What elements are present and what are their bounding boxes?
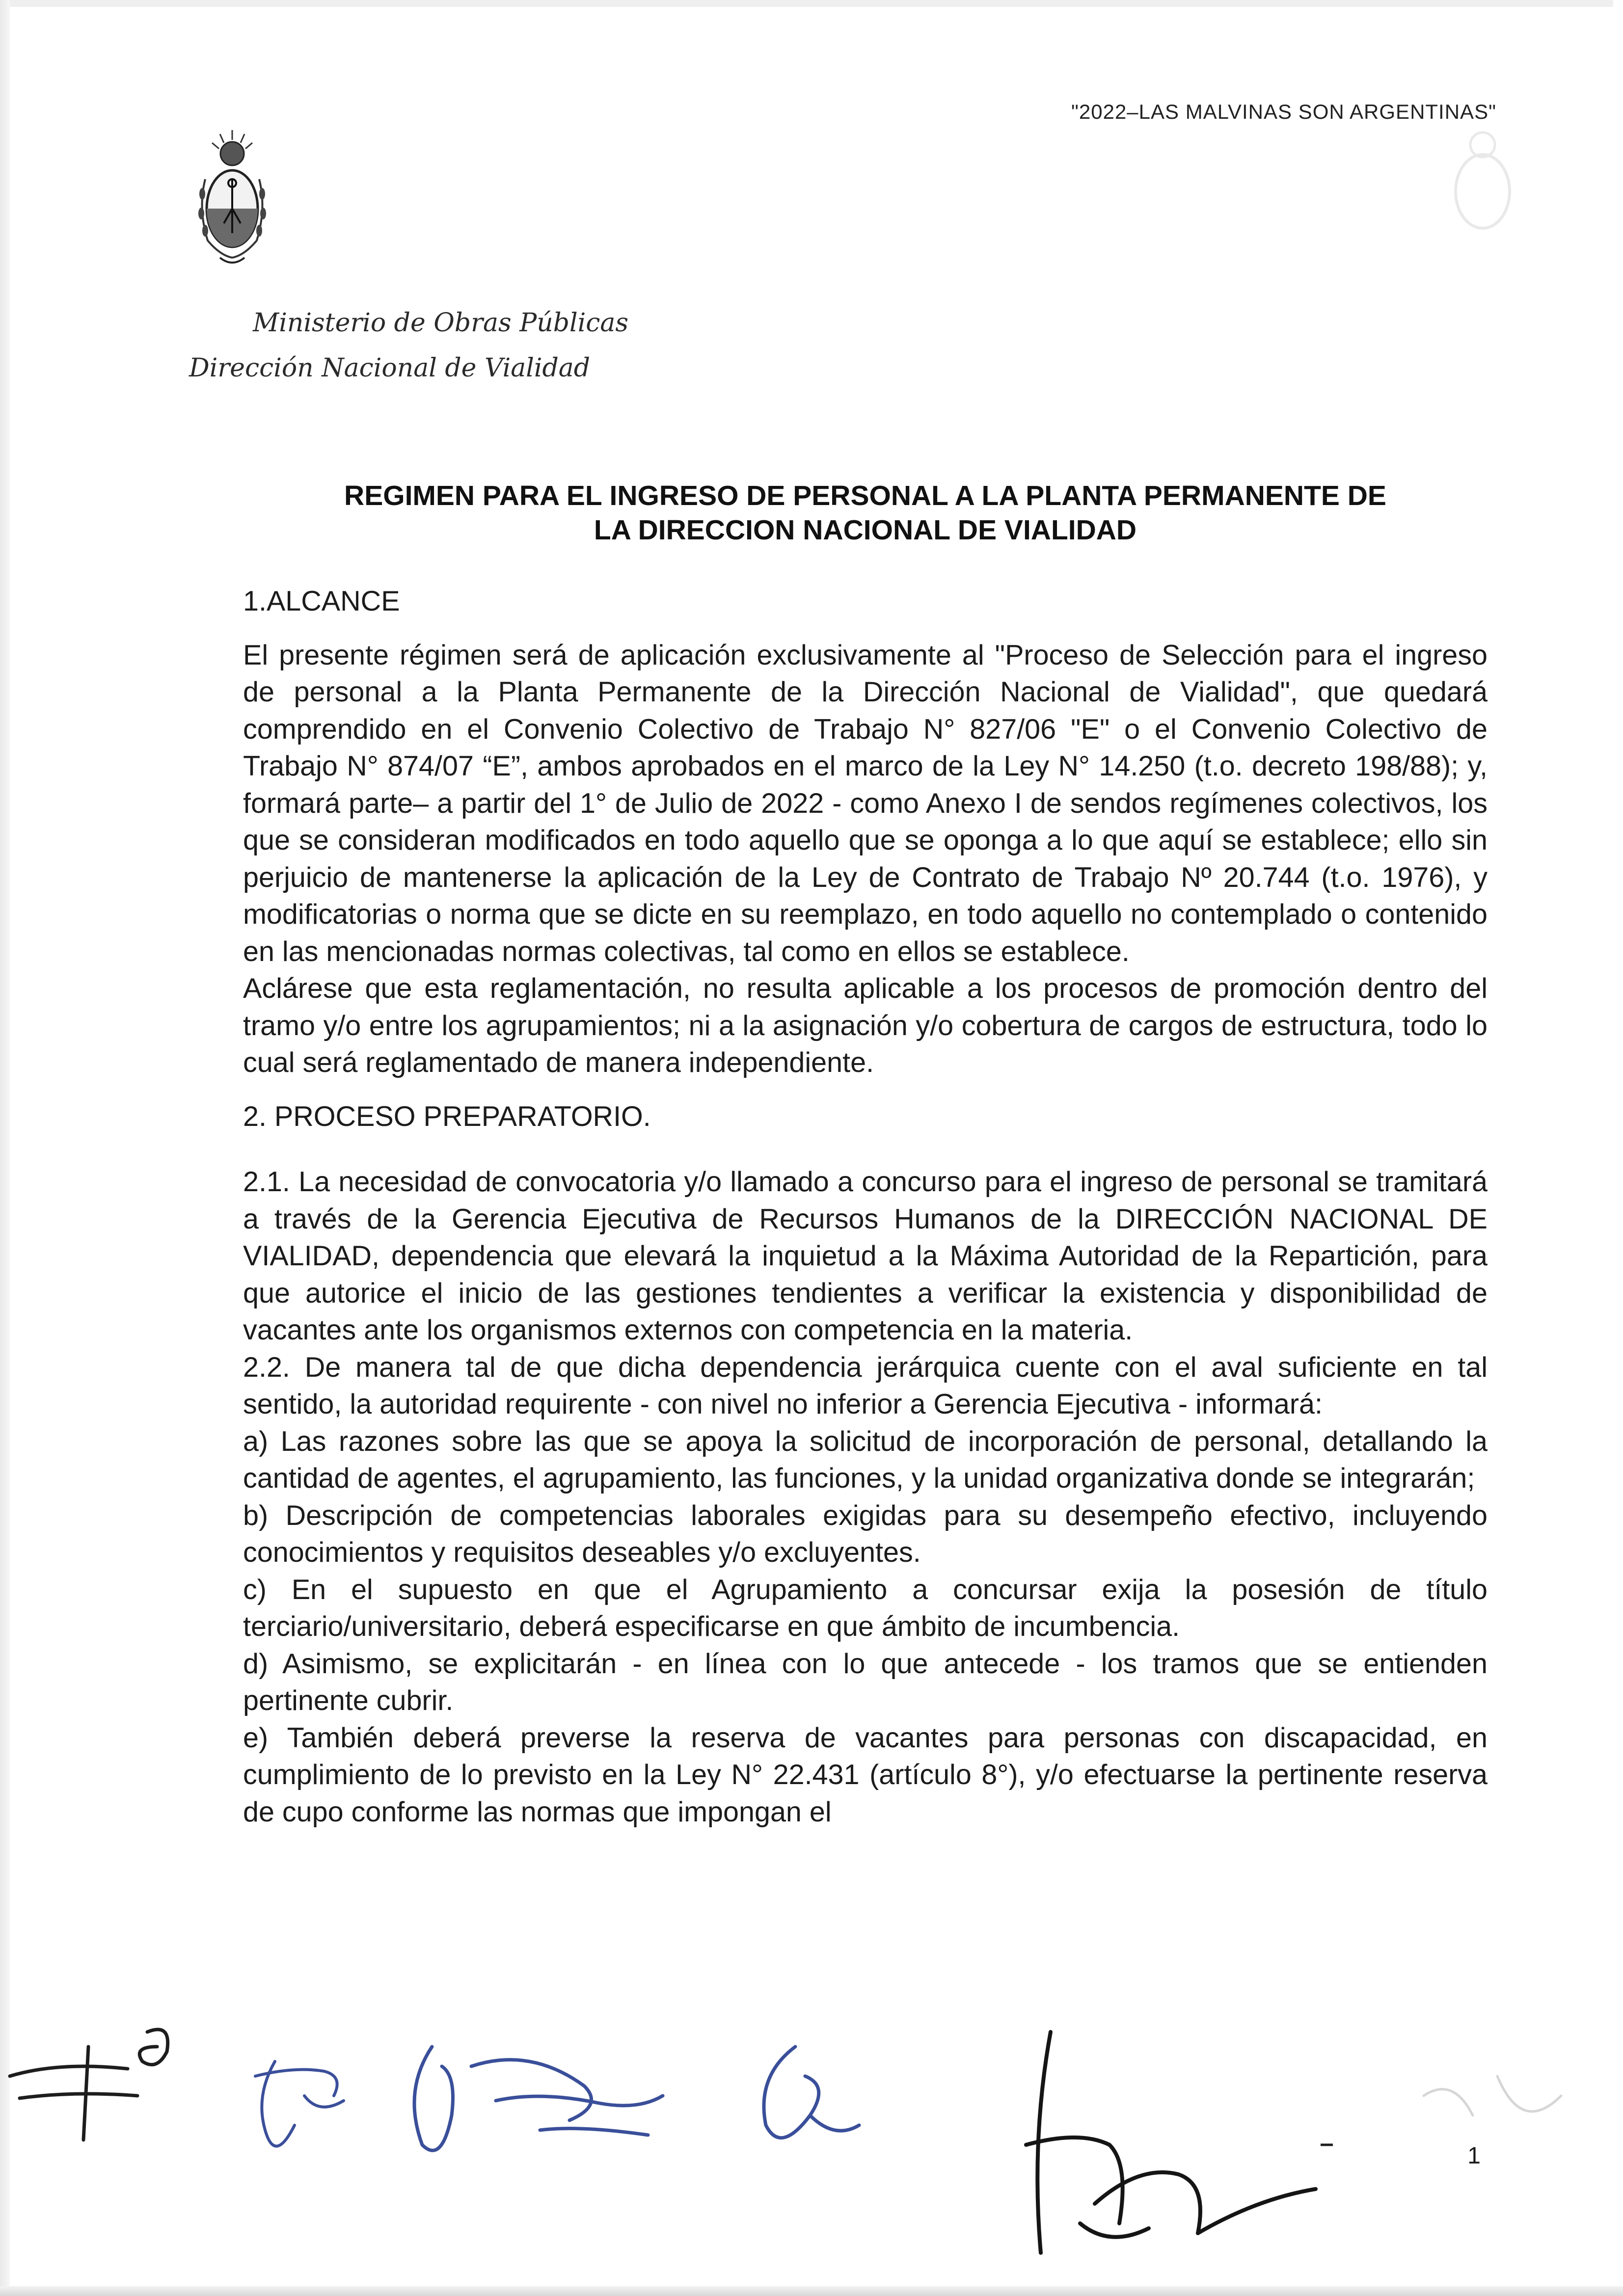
section-1-paragraph-2: Aclárese que esta reglamentación, no resulta aplicable a los procesos de promoción dentro del tramo y/o entre los agrupamientos; ni a la asignación y/o cobertura de cargos de estructura, todo lo cual será reglamentado de manera independiente. (243, 973, 1488, 1078)
header-motto: "2022–LAS MALVINAS SON ARGENTINAS" (1071, 100, 1496, 123)
scan-bottom-edge (0, 2286, 1623, 2296)
section-2-heading: 2. PROCESO PREPARATORIO. (243, 1100, 651, 1132)
clause-2-1: 2.1. La necesidad de convocatoria y/o llamado a concurso para el ingreso de personal se tramitará a través de la Gerencia Ejecutiva de Recursos Humanos de la DIRECCIÓN NACIONAL DE VIALIDAD, dependencia que elevará la inquietud a la Máxima Autoridad de la Repartición, para que autorice el inicio de las gestiones tendientes a verificar la existencia y disponibilidad de vacantes ante los organismos externos con competencia en la materia. (243, 1166, 1488, 1346)
list-item-a: a) Las razones sobre las que se apoya la solicitud de incorporación de personal, detallando la cantidad de agentes, el agrupamiento, las funciones, y la unidad organizativa donde se integrarán; (243, 1425, 1488, 1494)
scan-top-edge (10, 0, 1613, 7)
clause-2-2: 2.2. De manera tal de que dicha dependencia jerárquica cuente con el aval suficiente en tal sentido, la autoridad requirente - con nivel no inferior a Gerencia Ejecutiva - informará: (243, 1351, 1488, 1420)
signature-4-icon (764, 2047, 859, 2138)
signature-5-icon (1026, 2032, 1316, 2253)
signature-1-icon (10, 2029, 168, 2140)
title-line-1: REGIMEN PARA EL INGRESO DE PERSONAL A LA PLANTA PERMANENTE DE (344, 480, 1386, 511)
list-item-c: c) En el supuesto en que el Agrupamiento a concursar exija la posesión de título terciario/universitario, deberá especificarse en que ámbito de incumbencia. (243, 1574, 1488, 1642)
list-item-b: b) Descripción de competencias laborales exigidas para su desempeño efectivo, incluyendo conocimientos y requisitos deseables y/o excluyentes. (243, 1499, 1488, 1568)
signature-6-icon (1424, 2076, 1561, 2115)
signature-2-icon (255, 2061, 344, 2146)
title-line-2: LA DIRECCION NACIONAL DE VIALIDAD (594, 514, 1137, 546)
document-title (243, 479, 1488, 547)
ministry-name: Ministerio de Obras Públicas (253, 308, 629, 338)
section-1-heading: 1.ALCANCE (243, 586, 400, 617)
show-through-seal-icon (1446, 125, 1519, 243)
scan-left-edge (0, 0, 10, 2296)
list-item-e: e) También deberá preverse la reserva de vacantes para personas con discapacidad, en cumplimiento de lo previsto en la Ley N° 22.431 (artículo 8°), y/o efectuarse la pertinente reserva de cupo conforme las normas que impongan el (243, 1722, 1488, 1828)
signature-3-icon (414, 2047, 663, 2150)
section-1-paragraph-1: El presente régimen será de aplicación exclusivamente al "Proceso de Selección para el ingreso de personal a la Planta Permanente de la Dirección Nacional de Vialidad", que quedará comprendido en el Convenio Colectivo de Trabajo N° 827/06 "E" o el Convenio Colectivo de Trabajo N° 874/07 “E”, ambos aprobados en el marco de la Ley N° 14.250 (t.o. decreto 198/88); y, formará parte– a partir del 1° de Julio de 2022 - como Anexo I de sendos regímenes colectivos, los que se consideran modificados en todo aquello que se oponga a lo que aquí se establece; ello sin perjuicio de mantenerse la aplicación de la Ley de Contrato de Trabajo Nº 20.744 (t.o. 1976), y modificatorias o norma que se dicte en su reemplazo, en todo aquello no contemplado o contenido en las mencionadas normas colectivas, tal como en ellos se establece. (243, 639, 1488, 967)
coat-of-arms-icon (195, 125, 269, 272)
letterhead (140, 300, 628, 391)
signatures-area (0, 2017, 1623, 2272)
document-body (243, 583, 1488, 1831)
list-item-d: d) Asimismo, se explicitarán - en línea con lo que antecede - los tramos que se entienden pertinente cubrir. (243, 1648, 1488, 1716)
directorate-name: Dirección Nacional de Vialidad (189, 353, 591, 383)
page-number: 1 (1467, 2143, 1481, 2169)
